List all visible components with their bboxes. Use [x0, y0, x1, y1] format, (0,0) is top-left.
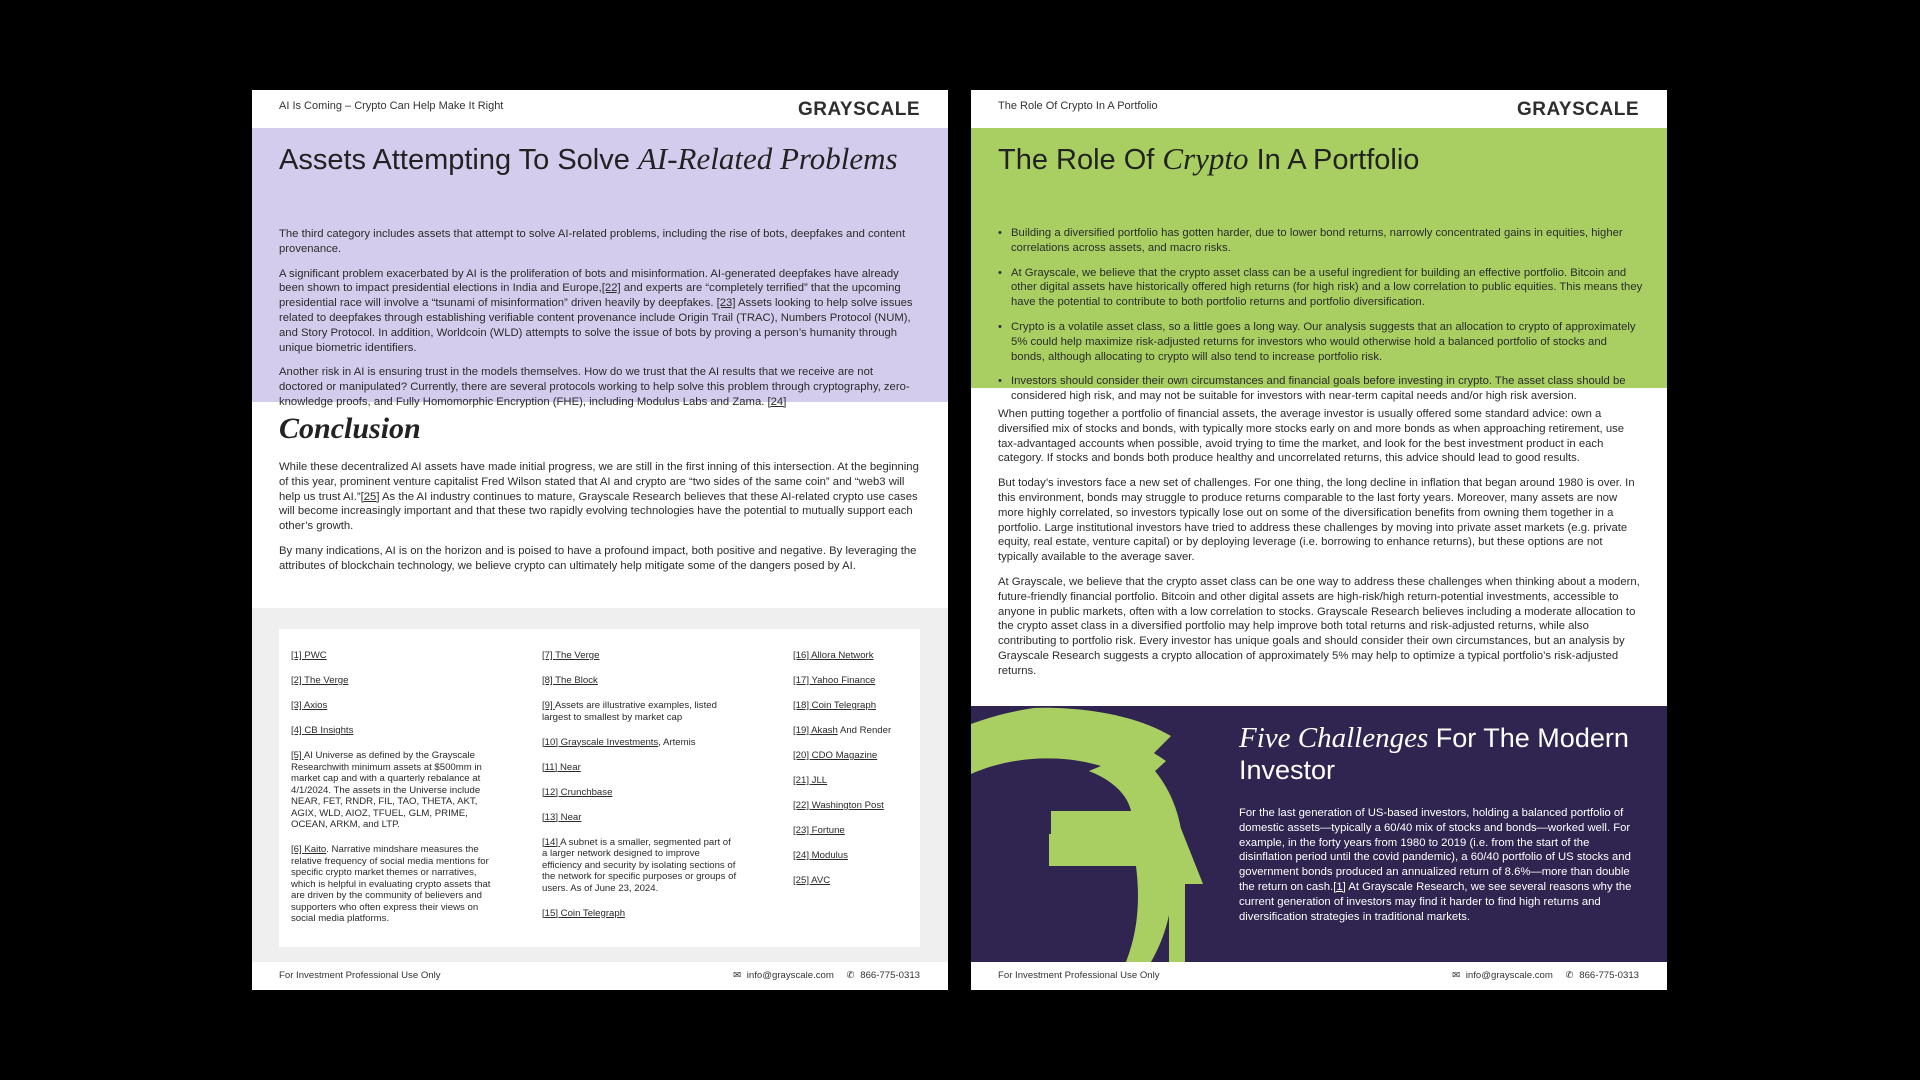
reference-item — [291, 725, 491, 737]
paragraph: At Grayscale, we believe that the crypto asset class can be one way to address these challenges when thinking about a modern, future-friendly financial portfolio. Bitcoin and other digital assets are high-risk/high return-potential investments, accessible to anyone in public markets, often with a low correlation to stocks. Grayscale Research believes including a moderate allocation to the crypto asset class in a diversified portfolio may help improve both total returns and risk-adjusted returns, while also contributing to portfolio risk. Every investor has unique goals and should consider their own circumstances, but an analysis by Grayscale Research suggests a crypto allocation of approximately 5% may help to optimize a typical portfolio’s risk-adjusted returns. — [998, 575, 1640, 677]
reference-link[interactable]: CB Insights — [304, 725, 354, 736]
reference-link[interactable]: Near — [560, 811, 582, 823]
section-body — [279, 227, 919, 420]
reference-number: [7] — [542, 650, 556, 661]
reference-number: [24] — [793, 850, 812, 861]
reference-item — [793, 700, 913, 712]
paragraph: A significant problem exacerbated by AI is the proliferation of bots and misinformation. AI-generated deepfakes have already been shown to impact presidential elections in India and Europe,[22] and experts are “completely terrified” that the upcoming presidential race will involve a “tsunami of misinformation” driven heavily by deepfakes. [23] Assets looking to help solve issues related to deepfakes through establishing verifiable content provenance include Origin Trail (TRAC), Numbers Protocol (NUM), and Story Protocol. In addition, Worldcoin (WLD) attempts to solve the issue of bots by proving a person’s humanity through unique biometric identifiers. — [279, 267, 913, 354]
document-page-left — [252, 90, 948, 990]
reference-link[interactable]: Modulus — [811, 850, 848, 861]
list-item: • At Grayscale, we believe that the crypto asset class can be a useful ingredient for building an effective portfolio. Bitcoin and other digital assets have historically offered high returns (for high risk) and a low correlation to public equities. This means they have the potential to contribute to both portfolio returns and portfolio diversification. — [998, 266, 1643, 310]
document-page-right — [971, 90, 1667, 990]
reference-text: And Render — [837, 725, 892, 736]
paragraph: The third category includes assets that attempt to solve AI-related problems, including the rise of bots, deepfakes and content provenance. — [279, 228, 906, 255]
reference-link[interactable]: CDO Magazine — [811, 750, 878, 761]
reference-link[interactable]: Akash — [811, 725, 838, 736]
footer-email[interactable]: info@grayscale.com — [1465, 970, 1553, 981]
reference-link[interactable]: Fortune — [811, 825, 845, 836]
ref-link[interactable]: [24] — [767, 395, 787, 408]
reference-link[interactable]: Coin Telegraph — [560, 907, 626, 919]
grayscale-g-graphic — [971, 706, 1211, 962]
reference-text: . Narrative mindshare measures the relative frequency of social media mentions for specific crypto market themes or narratives, which is helpful in evaluating crypto assets that are driven by the community of believers and supporters who often express their views on social media platforms. — [291, 844, 491, 924]
reference-number: [8] — [542, 675, 556, 686]
page-header — [252, 90, 948, 128]
reference-item — [793, 850, 913, 862]
reference-text: A subnet is a smaller, segmented part of a larger network designed to improve efficiency and security by isolating sections of the network for specific purposes or groups of users. As of June 23, 2024. — [542, 836, 737, 894]
footer-contact — [723, 970, 920, 981]
email-icon: ✉ — [1452, 970, 1461, 981]
ref-link[interactable]: [23] — [716, 297, 736, 310]
section-body — [998, 407, 1643, 689]
reference-item — [542, 908, 737, 920]
references-area — [252, 608, 948, 972]
header-title: The Role Of Crypto In A Portfolio — [998, 100, 1158, 112]
grayscale-logo: GRAYSCALE — [1516, 99, 1639, 120]
reference-item — [542, 837, 737, 895]
reference-item — [291, 750, 491, 831]
reference-link[interactable]: Yahoo Finance — [811, 675, 876, 686]
section-title: Assets Attempting To Solve AI-Related Problems — [279, 141, 898, 176]
list-item: • Investors should consider their own circumstances and financial goals before investing in crypto. The asset class should be considered high risk, and may not be suitable for investors with near-term capital needs and/or high risk aversion. — [998, 374, 1643, 404]
reference-link[interactable]: The Verge — [555, 650, 600, 661]
reference-text: Assets are illustrative examples, listed largest to smallest by market cap — [542, 700, 717, 723]
section-title: The Role Of Crypto In A Portfolio — [998, 141, 1420, 176]
reference-number: [10] — [542, 736, 561, 748]
reference-number: [17] — [793, 675, 812, 686]
reference-number: [13] — [542, 811, 561, 823]
grayscale-logo: GRAYSCALE — [797, 99, 920, 120]
reference-number: [19] — [793, 725, 812, 736]
ref-link[interactable]: [22] — [601, 282, 621, 295]
page-header — [971, 90, 1667, 128]
key-points-list — [998, 226, 1643, 414]
purple-section — [252, 128, 948, 408]
reference-item — [793, 725, 913, 737]
conclusion-title: Conclusion — [279, 412, 421, 445]
reference-item — [291, 650, 491, 662]
section-title: Five Challenges For The Modern Investor — [1239, 722, 1629, 785]
reference-link[interactable]: Axios — [303, 700, 328, 711]
reference-number: [5] — [291, 750, 304, 761]
paragraph: When putting together a portfolio of financial assets, the average investor is usually offered some standard advice: own a diversified mix of stocks and bonds, with typically more stocks early on and more bonds as when approaching retirement, use tax-advantaged accounts when possible, avoid trying to time the market, and look for the best investment product in each category. If stocks and bonds both produce healthy and uncorrelated returns, this advice should lead to good results. — [998, 408, 1625, 465]
reference-item — [793, 800, 913, 812]
reference-item — [291, 844, 491, 925]
reference-number: [12] — [542, 786, 561, 798]
paragraph: By many indications, AI is on the horizon and is poised to have a profound impact, both positive and negative. By leveraging the attributes of blockchain technology, we believe crypto can ultimately help mitigate some of the dangers posed by AI. — [279, 544, 917, 572]
reference-number: [16] — [793, 650, 812, 661]
navy-section — [971, 706, 1667, 962]
reference-item — [793, 825, 913, 837]
reference-link[interactable]: The Block — [555, 675, 598, 686]
phone-icon: ✆ — [1565, 970, 1574, 981]
reference-item — [793, 650, 913, 662]
references-box — [279, 629, 920, 947]
reference-number: [9] — [542, 700, 555, 711]
green-section — [971, 128, 1667, 403]
reference-item — [542, 650, 737, 662]
references-column — [291, 650, 491, 938]
paragraph: For the last generation of US-based investors, holding a balanced portfolio of domestic assets—typically a 60/40 mix of stocks and bonds—worked well. For example, in the forty years from 1980 to 2019 (i.e. from the start of the disinflation period until the covid pandemic), a 60/40 portfolio of US stocks and government bonds produced an annualized return of 8.6%—more than double the return on cash.[1] At Grayscale Research, we see several reasons why the current generation of investors may find it harder to find high returns and diversification strategies in traditional markets. — [1239, 807, 1632, 923]
reference-number: [6] — [291, 844, 305, 855]
reference-item — [542, 737, 737, 749]
reference-item — [542, 675, 737, 687]
reference-item — [793, 775, 913, 787]
reference-number: [2] — [291, 675, 305, 686]
reference-item — [291, 700, 491, 712]
reference-link[interactable]: Allora Network — [811, 650, 874, 661]
paragraph: Another risk in AI is ensuring trust in the models themselves. How do we trust that the AI results that we receive are not doctored or manipulated? Currently, there are several protocols working to help solve this problem through cryptography, zero-knowledge proofs, and Fully Homomorphic Encryption (FHE), including Modulus Labs and Zama. [24] — [279, 366, 910, 408]
reference-number: [20] — [793, 750, 812, 761]
reference-item — [542, 762, 737, 774]
header-title: AI Is Coming – Crypto Can Help Make It Right — [279, 100, 504, 112]
ref-link[interactable]: [1] — [1333, 880, 1346, 893]
reference-number: [21] — [793, 775, 812, 786]
reference-item — [793, 875, 913, 887]
reference-number: [18] — [793, 700, 812, 711]
phone-icon: ✆ — [846, 970, 855, 981]
reference-link[interactable]: Grayscale Investments — [560, 736, 659, 748]
reference-number: [25] — [793, 875, 812, 886]
reference-item — [793, 675, 913, 687]
reference-link[interactable]: Kaito — [304, 844, 327, 855]
footer-disclaimer: For Investment Professional Use Only — [279, 970, 441, 981]
reference-link[interactable]: Coin Telegraph — [811, 700, 877, 711]
reference-text: , Artemis — [658, 736, 696, 748]
reference-link[interactable]: AVC — [811, 875, 831, 886]
reference-number: [1] — [291, 650, 305, 661]
reference-link[interactable]: Washington Post — [811, 800, 884, 811]
reference-item — [793, 750, 913, 762]
reference-item — [542, 812, 737, 824]
footer-phone[interactable]: 866-775-0313 — [1579, 970, 1639, 981]
email-icon: ✉ — [733, 970, 742, 981]
reference-item — [291, 675, 491, 687]
page-footer — [971, 962, 1667, 990]
paragraph: While these decentralized AI assets have made initial progress, we are still in the first inning of this intersection. At the beginning of this year, prominent venture capitalist Fred Wilson stated that AI and crypto are “two sides of the same coin” and “web3 will help us trust AI.”[25] As the AI industry continues to mature, Grayscale Research believes that these AI-related crypto use cases will become increasingly important and that these two rapidly evolving technologies have the potential to mutually support each other’s growth. — [279, 461, 919, 533]
paragraph: But today’s investors face a new set of challenges. For one thing, the long decline in inflation that began around 1980 is over. In this environment, bonds may struggle to produce returns comparable to the last forty years. Moreover, many assets are now more highly correlated, so investors typically lose out on some of the diversification benefits from owning them together in a portfolio. Large institutional investors have tried to address these challenges by moving into private asset markets (e.g. private equity, real estate, venture capital) or by deploying leverage (i.e. borrowing to enhance returns), but these options are not typically available to the average saver. — [998, 477, 1635, 564]
reference-item — [542, 787, 737, 799]
reference-number: [4] — [291, 725, 305, 736]
footer-disclaimer: For Investment Professional Use Only — [998, 970, 1160, 981]
reference-number: [14] — [542, 836, 561, 848]
reference-number: [3] — [291, 700, 304, 711]
conclusion-body — [279, 460, 919, 584]
reference-item — [542, 700, 737, 723]
references-column — [793, 650, 913, 900]
reference-link[interactable]: The Verge — [304, 675, 349, 686]
reference-number: [15] — [542, 907, 561, 919]
reference-link[interactable]: PWC — [304, 650, 327, 661]
reference-link[interactable]: Near — [559, 761, 581, 773]
reference-number: [22] — [793, 800, 812, 811]
page-footer — [252, 962, 948, 990]
footer-contact — [1442, 970, 1639, 981]
reference-text: AI Universe as defined by the Grayscale Researchwith minimum assets at $500mm in market cap and with a quarterly rebalance at 4/1/2024. The assets in the Universe include NEAR, FET, RNDR, FIL, TAO, THETA, AKT, AGIX, WLD, AIOZ, TFUEL, GLM, PRIME, OCEAN, ARKM, and LTP. — [291, 750, 482, 830]
list-item: • Crypto is a volatile asset class, so a little goes a long way. Our analysis suggests that an allocation to crypto of approximately 5% could help maximize risk-adjusted returns for investors who would otherwise hold a balanced portfolio of stocks and bonds, although allocating to crypto will also tend to increase portfolio risk. — [998, 320, 1643, 364]
footer-phone[interactable]: 866-775-0313 — [860, 970, 920, 981]
references-column — [542, 650, 737, 933]
ref-link[interactable]: [25] — [360, 490, 380, 503]
reference-number: [23] — [793, 825, 812, 836]
reference-number: [11] — [542, 761, 560, 773]
reference-link[interactable]: JLL — [811, 775, 828, 786]
reference-link[interactable]: Crunchbase — [560, 786, 613, 798]
footer-email[interactable]: info@grayscale.com — [746, 970, 834, 981]
list-item: • Building a diversified portfolio has gotten harder, due to lower bond returns, narrowly concentrated gains in equities, higher correlations across assets, and macro risks. — [998, 226, 1643, 256]
